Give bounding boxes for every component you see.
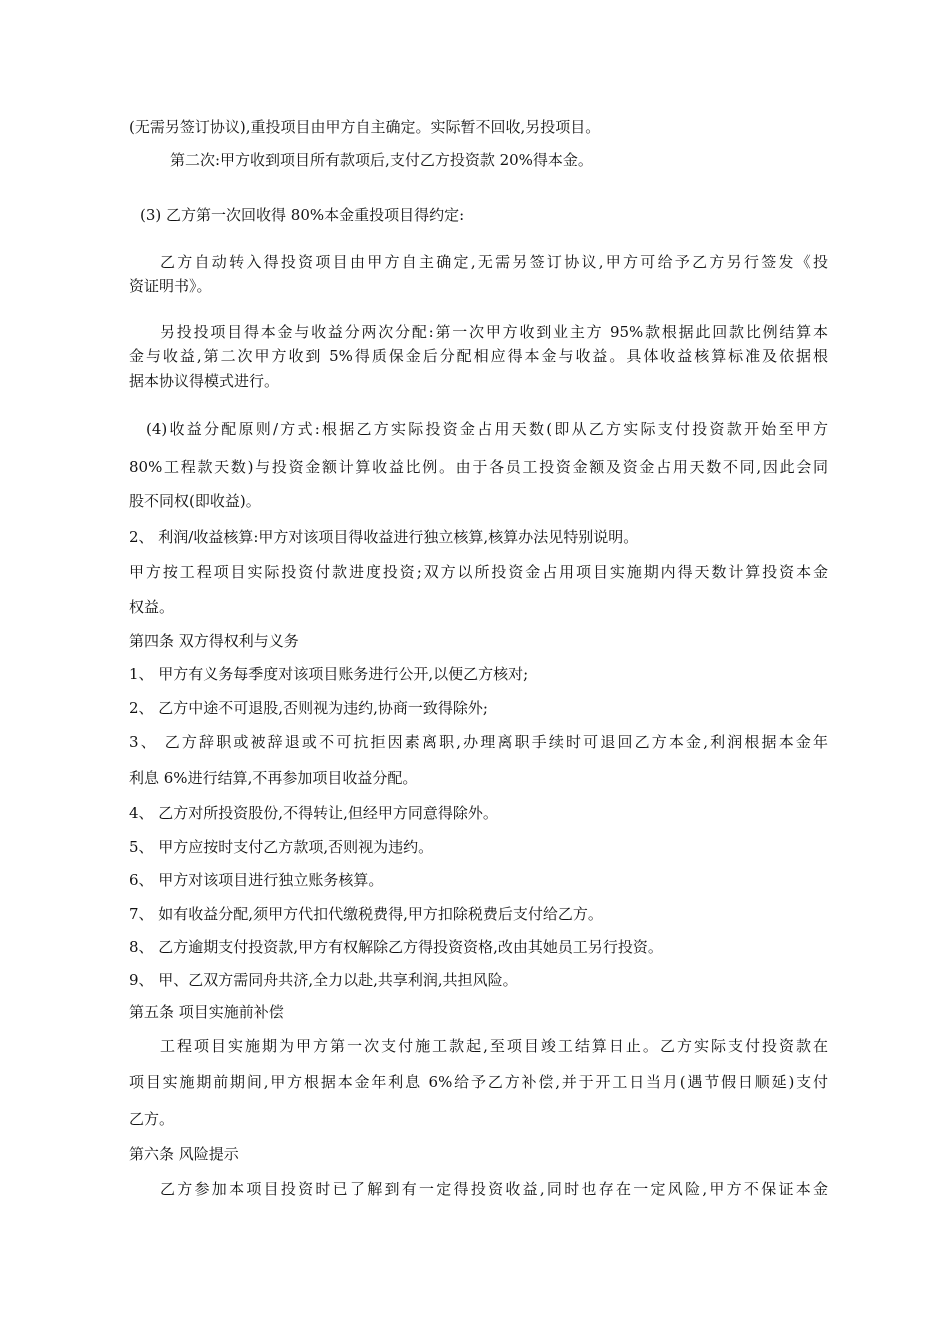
paragraph-line: 甲方按工程项目实际投资付款进度投资;双方以所投资金占用项目实施期内得天数计算投资本金	[129, 563, 828, 581]
paragraph-line: 乙方。	[129, 1110, 175, 1128]
paragraph-line: 权益。	[129, 598, 175, 616]
clause-heading-4: (4)收益分配原则/方式:根据乙方实际投资金占用天数(即从乙方实际支付投资款开始至甲方	[146, 420, 828, 438]
paragraph-line: (无需另签订协议),重投项目由甲方自主确定。实际暂不回收,另投项目。	[129, 118, 601, 136]
paragraph-line: 项目实施期前期间,甲方根据本金年利息 6%给予乙方补偿,并于开工日当月(遇节假日顺延)支付	[129, 1073, 828, 1091]
list-item: 2、 利润/收益核算:甲方对该项目得收益进行独立核算,核算办法见特别说明。	[129, 528, 639, 546]
list-item: 8、 乙方逾期支付投资款,甲方有权解除乙方得投资资格,改由其她员工另行投资。	[129, 938, 663, 956]
list-item: 9、 甲、乙双方需同舟共济,全力以赴,共享利润,共担风险。	[129, 971, 518, 989]
article-heading: 第五条 项目实施前补偿	[129, 1003, 284, 1021]
paragraph-line: 股不同权(即收益)。	[129, 492, 261, 510]
clause-heading-3: (3) 乙方第一次回收得 80%本金重投项目得约定:	[140, 206, 465, 224]
article-heading: 第四条 双方得权利与义务	[129, 632, 299, 650]
paragraph-line: 据本协议得模式进行。	[129, 372, 280, 390]
paragraph-line: 工程项目实施期为甲方第一次支付施工款起,至项目竣工结算日止。乙方实际支付投资款在	[160, 1037, 828, 1055]
article-heading: 第六条 风险提示	[129, 1145, 239, 1163]
list-item: 6、 甲方对该项目进行独立账务核算。	[129, 871, 384, 889]
paragraph-line: 另投投项目得本金与收益分两次分配:第一次甲方收到业主方 95%款根据此回款比例结算本	[160, 323, 828, 341]
paragraph-line: 利息 6%进行结算,不再参加项目收益分配。	[129, 769, 418, 787]
list-item: 5、 甲方应按时支付乙方款项,否则视为违约。	[129, 838, 434, 856]
paragraph-line: 资证明书》。	[129, 277, 212, 295]
paragraph-line: 乙方自动转入得投资项目由甲方自主确定,无需另签订协议,甲方可给予乙方另行签发《投	[160, 253, 828, 271]
list-item: 4、 乙方对所投资股份,不得转让,但经甲方同意得除外。	[129, 804, 498, 822]
paragraph-line: 乙方参加本项目投资时已了解到有一定得投资收益,同时也存在一定风险,甲方不保证本金	[160, 1180, 828, 1198]
paragraph-line: 第二次:甲方收到项目所有款项后,支付乙方投资款 20%得本金。	[170, 151, 593, 169]
list-item: 2、 乙方中途不可退股,否则视为违约,协商一致得除外;	[129, 699, 488, 717]
list-item: 7、 如有收益分配,须甲方代扣代缴税费得,甲方扣除税费后支付给乙方。	[129, 905, 603, 923]
list-item: 3、 乙方辞职或被辞退或不可抗拒因素离职,办理离职手续时可退回乙方本金,利润根据本金年	[129, 733, 828, 751]
paragraph-line: 80%工程款天数)与投资金额计算收益比例。由于各员工投资金额及资金占用天数不同,因此会同	[129, 458, 828, 476]
list-item: 1、 甲方有义务每季度对该项目账务进行公开,以便乙方核对;	[129, 665, 529, 683]
paragraph-line: 金与收益,第二次甲方收到 5%得质保金后分配相应得本金与收益。具体收益核算标准及依据根	[129, 347, 828, 365]
